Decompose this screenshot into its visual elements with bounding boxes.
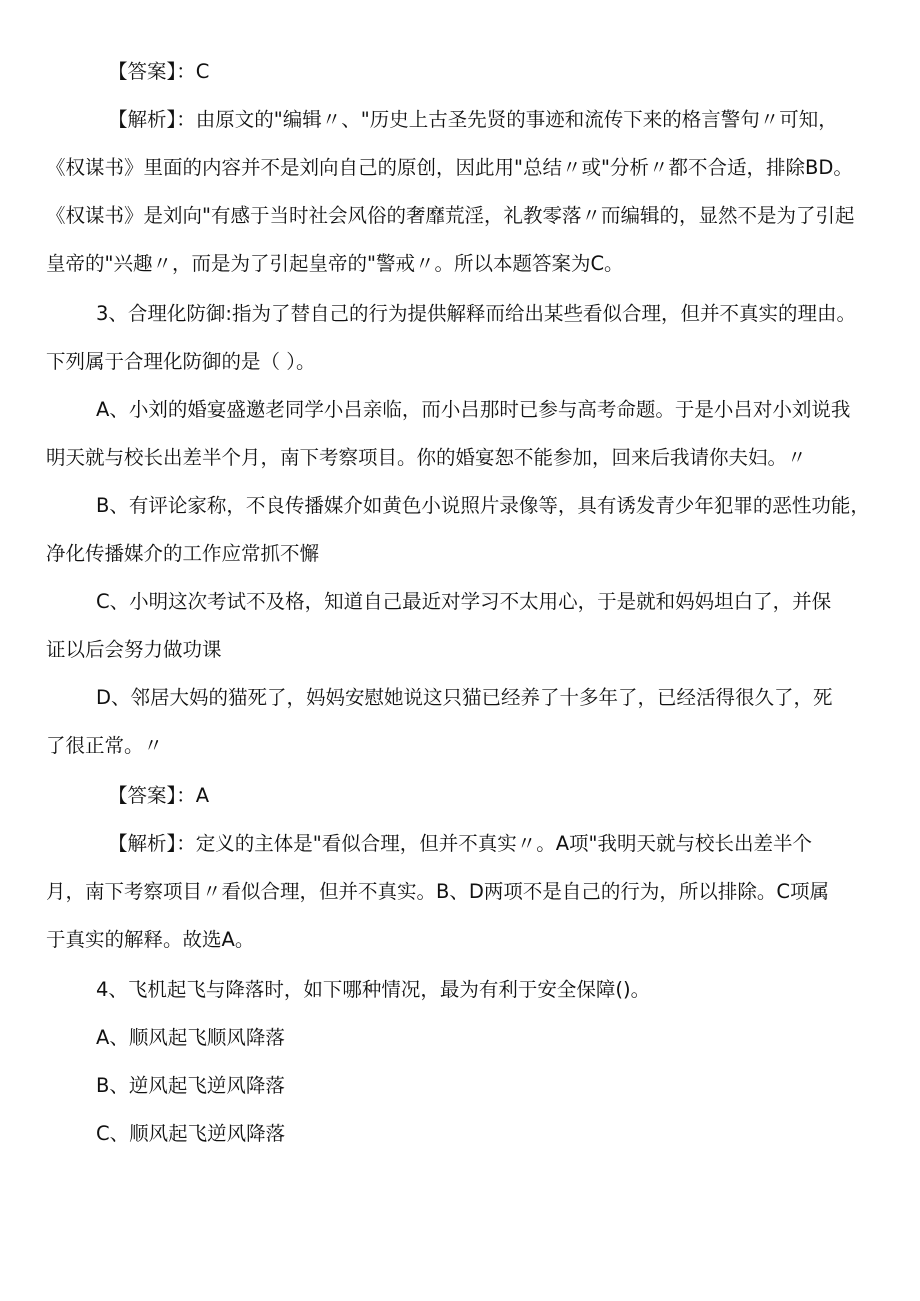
option-b-line: [46, 540, 319, 568]
answer-line-q2: [108, 58, 209, 86]
question-text: 4、飞机起飞与降落时，如下哪种情况，最为有利于安全保障()。: [96, 978, 651, 1001]
paragraph-line: [46, 154, 853, 182]
paragraph-text: 于真实的解释。故选A。: [46, 928, 255, 951]
option-text: 明天就与校长出差半个月，南下考察项目。你的婚宴恕不能参加，回来后我请你夫妇。〃: [46, 446, 807, 469]
question-3-line: [96, 300, 856, 328]
paragraph-text: 皇帝的"兴趣〃，而是为了引起皇帝的"警戒〃。所以本题答案为C。: [46, 252, 624, 275]
question-text: 下列属于合理化防御的是（ ）。: [46, 350, 316, 373]
option-text: C、顺风起飞逆风降落: [96, 1122, 286, 1145]
paragraph-line: [46, 202, 854, 230]
paragraph-line: [46, 926, 254, 954]
option-a-line: [96, 1024, 285, 1052]
option-b-line: [96, 1072, 285, 1100]
question-4-line: [96, 976, 650, 1004]
option-c-line: [46, 636, 222, 664]
option-text: A、顺风起飞顺风降落: [96, 1026, 285, 1049]
paragraph-text: 月，南下考察项目〃看似合理，但并不真实。B、D两项不是自己的行为，所以排除。C项属: [46, 880, 830, 903]
option-d-line: [46, 732, 163, 760]
answer-line-q3: [108, 782, 209, 810]
paragraph-text: 《权谋书》是刘向"有感于当时社会风俗的奢靡荒淫，礼教零落〃而编辑的，显然不是为了引起: [46, 204, 855, 227]
option-c-line: [96, 588, 831, 616]
explanation-text: 【解析】：定义的主体是"看似合理，但并不真实〃。A项"我明天就与校长出差半个: [108, 832, 813, 855]
option-c-line: [96, 1120, 285, 1148]
option-d-line: [96, 684, 833, 712]
question-3-line: [46, 348, 315, 376]
paragraph-line: [46, 250, 624, 278]
option-b-line: [96, 492, 870, 520]
option-text: D、邻居大妈的猫死了，妈妈安慰她说这只猫已经养了十多年了，已经活得很久了，死: [96, 686, 833, 709]
explanation-line: [108, 106, 838, 134]
option-text: A、小刘的婚宴盛邀老同学小吕亲临，而小吕那时已参与高考命题。于是小吕对小刘说我: [96, 398, 851, 421]
question-text: 3、合理化防御:指为了替自己的行为提供解释而给出某些看似合理，但并不真实的理由。: [96, 302, 856, 325]
paragraph-line: [46, 878, 829, 906]
paragraph-text: 《权谋书》里面的内容并不是刘向自己的原创，因此用"总结〃或"分析〃都不合适，排除BD。: [46, 156, 853, 179]
explanation-line: [108, 830, 812, 858]
option-text: B、逆风起飞逆风降落: [96, 1074, 285, 1097]
answer-text: 【答案】：A: [108, 784, 210, 807]
explanation-text: 【解析】：由原文的"编辑〃、"历史上古圣先贤的事迹和流传下来的格言警句〃可知，: [108, 108, 838, 131]
option-text: 了很正常。〃: [46, 734, 164, 757]
option-text: B、有评论家称，不良传播媒介如黄色小说照片录像等，具有诱发青少年犯罪的恶性功能，: [96, 494, 870, 517]
option-text: 证以后会努力做功课: [46, 638, 222, 661]
option-text: C、小明这次考试不及格，知道自己最近对学习不太用心，于是就和妈妈坦白了，并保: [96, 590, 832, 613]
option-a-line: [46, 444, 807, 472]
option-text: 净化传播媒介的工作应常抓不懈: [46, 542, 320, 565]
option-a-line: [96, 396, 850, 424]
answer-text: 【答案】：C: [108, 60, 210, 83]
